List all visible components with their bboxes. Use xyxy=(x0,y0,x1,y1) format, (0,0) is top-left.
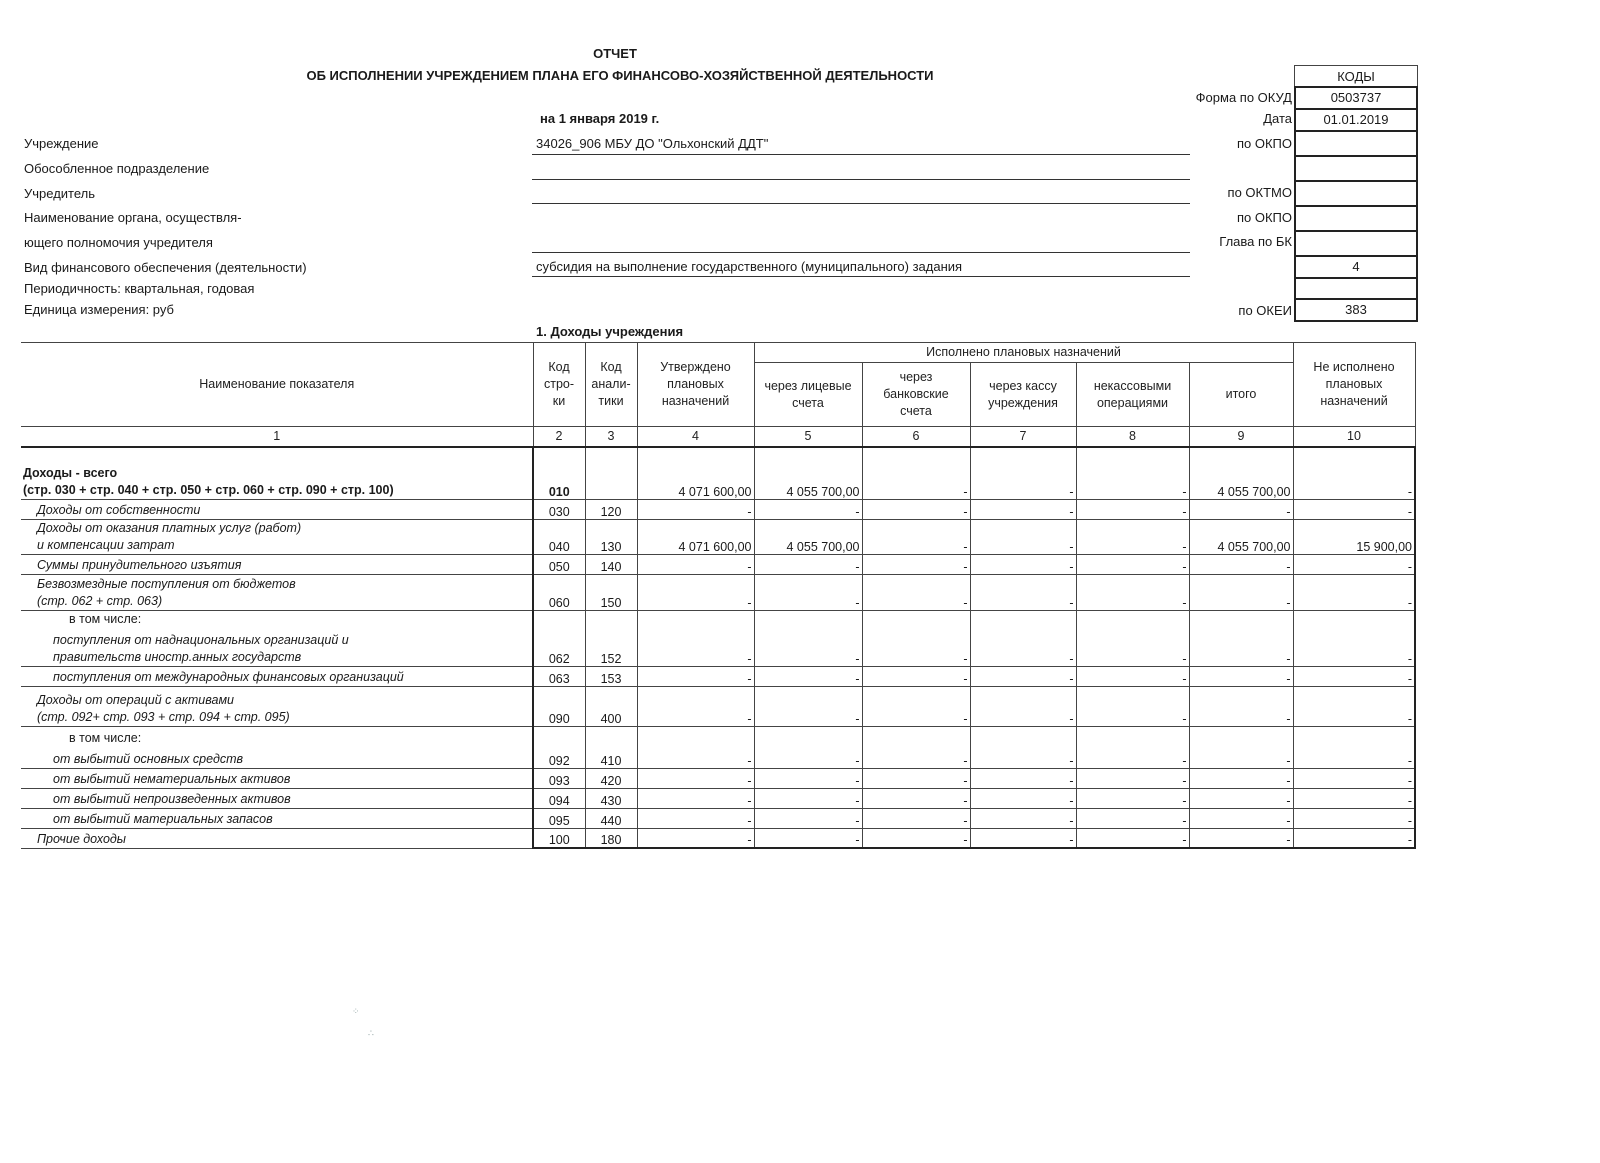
row-via-personal: - xyxy=(754,808,862,828)
col-header-not-executed: Не исполнено плановых назначений xyxy=(1293,343,1415,427)
row-via-cash: - xyxy=(970,554,1076,574)
row-noncash: - xyxy=(1076,788,1189,808)
row-name-line-2: и компенсации затрат xyxy=(37,537,175,552)
scan-speck: ⁘ xyxy=(352,1006,360,1016)
row-total: - xyxy=(1189,610,1293,666)
row-via-bank: - xyxy=(862,499,970,519)
row-line-code: 095 xyxy=(533,808,585,828)
row-noncash: - xyxy=(1076,574,1189,610)
row-total: - xyxy=(1189,828,1293,848)
fin-type-label: Вид финансового обеспечения (деятельности) xyxy=(24,260,307,275)
fin-type-code: 4 xyxy=(1294,256,1418,279)
row-name xyxy=(21,519,533,554)
col-header-line-code: Код стро- ки xyxy=(533,343,585,427)
row-line-code: 093 xyxy=(533,768,585,788)
row-via-bank: - xyxy=(862,788,970,808)
row-name xyxy=(21,726,533,768)
okpo-code xyxy=(1294,131,1418,157)
row-via-cash: - xyxy=(970,666,1076,686)
row-via-bank: - xyxy=(862,828,970,848)
row-line-code: 062 xyxy=(533,610,585,666)
row-total: - xyxy=(1189,686,1293,726)
row-name xyxy=(21,447,533,499)
row-name-line-1: от выбытий непроизведенных активов xyxy=(53,791,291,806)
row-approved: - xyxy=(637,499,754,519)
row-approved: - xyxy=(637,554,754,574)
row-name-line-1: Доходы - всего xyxy=(23,465,118,480)
table-row xyxy=(21,828,1415,848)
division-underline xyxy=(532,179,1190,180)
row-noncash: - xyxy=(1076,726,1189,768)
table-row xyxy=(21,447,1415,499)
division-label: Обособленное подразделение xyxy=(24,161,210,176)
table-row xyxy=(21,726,1415,768)
row-noncash: - xyxy=(1076,666,1189,686)
row-via-bank: - xyxy=(862,726,970,768)
row-name xyxy=(21,499,533,519)
row-name-line-2: (стр. 062 + стр. 063) xyxy=(37,593,163,608)
col-header-total: итого xyxy=(1189,363,1293,427)
row-analytic-code: 180 xyxy=(585,828,637,848)
okpo-label: по ОКПО xyxy=(1236,136,1292,151)
oktmo-code xyxy=(1294,181,1418,207)
row-via-bank: - xyxy=(862,686,970,726)
row-analytic-code: 400 xyxy=(585,686,637,726)
table-row xyxy=(21,554,1415,574)
table-row xyxy=(21,768,1415,788)
row-name xyxy=(21,828,533,848)
col-header-via-personal: через лицевые счета xyxy=(754,363,862,427)
col-number: 3 xyxy=(585,427,637,448)
col-number: 8 xyxy=(1076,427,1189,448)
row-via-cash: - xyxy=(970,519,1076,554)
row-via-bank: - xyxy=(862,610,970,666)
row-total: - xyxy=(1189,666,1293,686)
col-header-executed: Исполнено плановых назначений xyxy=(754,343,1293,363)
row-approved: 4 071 600,00 xyxy=(637,447,754,499)
row-line-code: 040 xyxy=(533,519,585,554)
row-intro: в том числе: xyxy=(69,730,142,745)
row-not-executed: - xyxy=(1293,788,1415,808)
row-line-code: 100 xyxy=(533,828,585,848)
table-row xyxy=(21,788,1415,808)
col-number: 6 xyxy=(862,427,970,448)
date-code: 01.01.2019 xyxy=(1294,108,1418,132)
row-not-executed: - xyxy=(1293,610,1415,666)
row-via-bank: - xyxy=(862,447,970,499)
section-title: 1. Доходы учреждения xyxy=(536,324,684,339)
row-line-code: 060 xyxy=(533,574,585,610)
row-noncash: - xyxy=(1076,519,1189,554)
row-via-personal: 4 055 700,00 xyxy=(754,447,862,499)
col-header-via-bank: через банковские счета xyxy=(862,363,970,427)
row-not-executed: - xyxy=(1293,828,1415,848)
table-row xyxy=(21,519,1415,554)
row-via-cash: - xyxy=(970,726,1076,768)
row-via-cash: - xyxy=(970,447,1076,499)
row-not-executed: - xyxy=(1293,447,1415,499)
row-analytic-code: 430 xyxy=(585,788,637,808)
codes-header: КОДЫ xyxy=(1294,65,1418,88)
row-line-code: 010 xyxy=(533,447,585,499)
col-number: 4 xyxy=(637,427,754,448)
unit-label: Единица измерения: руб xyxy=(24,302,174,317)
table-row xyxy=(21,666,1415,686)
row-approved: - xyxy=(637,686,754,726)
row-name xyxy=(21,554,533,574)
table-row xyxy=(21,808,1415,828)
scan-speck: ∴ xyxy=(368,1028,374,1038)
row-via-personal: - xyxy=(754,554,862,574)
row-via-bank: - xyxy=(862,808,970,828)
row-noncash: - xyxy=(1076,610,1189,666)
row-via-cash: - xyxy=(970,610,1076,666)
row-not-executed: - xyxy=(1293,499,1415,519)
fin-type-value: субсидия на выполнение государственного (муниципального) задания xyxy=(536,259,963,274)
col-number: 9 xyxy=(1189,427,1293,448)
table-row xyxy=(21,574,1415,610)
row-approved: - xyxy=(637,808,754,828)
fin-type-underline xyxy=(532,276,1190,277)
row-analytic-code: 153 xyxy=(585,666,637,686)
row-name-line-1: Доходы от оказания платных услуг (работ) xyxy=(37,520,302,535)
row-total: - xyxy=(1189,808,1293,828)
authority-underline xyxy=(532,252,1190,253)
row-approved: 4 071 600,00 xyxy=(637,519,754,554)
authority-label-1: Наименование органа, осуществля- xyxy=(24,210,242,225)
row-analytic-code: 420 xyxy=(585,768,637,788)
row-via-bank: - xyxy=(862,768,970,788)
row-name xyxy=(21,768,533,788)
row-name xyxy=(21,788,533,808)
bk-label: Глава по БК xyxy=(1219,234,1292,249)
col-header-approved: Утверждено плановых назначений xyxy=(637,343,754,427)
row-approved: - xyxy=(637,666,754,686)
row-total: - xyxy=(1189,499,1293,519)
row-name-line-2: (стр. 030 + стр. 040 + стр. 050 + стр. 060 + стр. 090 + стр. 100) xyxy=(23,482,394,497)
row-approved: - xyxy=(637,788,754,808)
row-name-line-1: Доходы от собственности xyxy=(37,502,201,517)
row-noncash: - xyxy=(1076,554,1189,574)
row-not-executed: - xyxy=(1293,666,1415,686)
row-via-personal: - xyxy=(754,788,862,808)
row-total: - xyxy=(1189,726,1293,768)
row-via-personal: - xyxy=(754,686,862,726)
income-table xyxy=(21,342,1416,849)
row-analytic-code: 140 xyxy=(585,554,637,574)
row-via-cash: - xyxy=(970,686,1076,726)
row-not-executed: - xyxy=(1293,574,1415,610)
institution-label: Учреждение xyxy=(24,136,99,151)
row-not-executed: - xyxy=(1293,554,1415,574)
row-line-code: 063 xyxy=(533,666,585,686)
row-name-line-1: поступления от международных финансовых организаций xyxy=(53,669,404,684)
table-row xyxy=(21,499,1415,519)
row-name-line-2: правительств иностр.анных государств xyxy=(53,649,302,664)
row-name xyxy=(21,686,533,726)
authority-label-2: ющего полномочия учредителя xyxy=(24,235,213,250)
row-total: 4 055 700,00 xyxy=(1189,447,1293,499)
col-number: 2 xyxy=(533,427,585,448)
okei-label: по ОКЕИ xyxy=(1238,303,1292,318)
row-name-line-1: от выбытий основных средств xyxy=(53,751,244,766)
date-label: Дата xyxy=(1263,111,1292,126)
row-via-cash: - xyxy=(970,499,1076,519)
row-line-code: 050 xyxy=(533,554,585,574)
row-total: - xyxy=(1189,788,1293,808)
row-line-code: 094 xyxy=(533,788,585,808)
row-via-personal: - xyxy=(754,574,862,610)
row-analytic-code: 130 xyxy=(585,519,637,554)
row-via-personal: - xyxy=(754,828,862,848)
row-analytic-code: 410 xyxy=(585,726,637,768)
row-via-cash: - xyxy=(970,828,1076,848)
col-header-noncash: некассовыми операциями xyxy=(1076,363,1189,427)
row-not-executed: 15 900,00 xyxy=(1293,519,1415,554)
col-header-analytic-code: Код анали- тики xyxy=(585,343,637,427)
row-via-bank: - xyxy=(862,574,970,610)
row-name-line-1: поступления от наднациональных организаций и xyxy=(53,632,349,647)
col-number: 1 xyxy=(21,427,533,448)
col-header-name: Наименование показателя xyxy=(21,343,533,427)
row-name xyxy=(21,574,533,610)
okud-code: 0503737 xyxy=(1294,86,1418,110)
row-name xyxy=(21,610,533,666)
row-approved: - xyxy=(637,828,754,848)
row-approved: - xyxy=(637,768,754,788)
row-via-personal: - xyxy=(754,610,862,666)
okpo2-label: по ОКПО xyxy=(1236,210,1292,225)
founder-underline xyxy=(532,203,1190,204)
period-label: Периодичность: квартальная, годовая xyxy=(24,281,255,296)
row-analytic-code xyxy=(585,447,637,499)
row-name-line-1: от выбытий нематериальных активов xyxy=(53,771,291,786)
row-via-bank: - xyxy=(862,666,970,686)
row-via-cash: - xyxy=(970,768,1076,788)
division-code xyxy=(1294,156,1418,182)
report-date-line: на 1 января 2019 г. xyxy=(540,111,660,126)
okpo2-code xyxy=(1294,206,1418,232)
col-number: 7 xyxy=(970,427,1076,448)
report-title: ОТЧЕТ xyxy=(593,46,637,61)
row-via-cash: - xyxy=(970,788,1076,808)
row-via-personal: - xyxy=(754,666,862,686)
row-approved: - xyxy=(637,610,754,666)
oktmo-label: по ОКТМО xyxy=(1227,185,1292,200)
row-analytic-code: 440 xyxy=(585,808,637,828)
row-analytic-code: 120 xyxy=(585,499,637,519)
founder-label: Учредитель xyxy=(24,186,96,201)
row-via-personal: - xyxy=(754,726,862,768)
row-noncash: - xyxy=(1076,686,1189,726)
row-total: - xyxy=(1189,574,1293,610)
row-approved: - xyxy=(637,574,754,610)
row-name-line-1: Прочие доходы xyxy=(37,831,127,846)
row-name-line-1: Суммы принудительного изъятия xyxy=(37,557,242,572)
row-intro: в том числе: xyxy=(69,611,142,626)
row-name-line-1: от выбытий материальных запасов xyxy=(53,811,273,826)
row-name-line-1: Доходы от операций с активами xyxy=(37,692,234,707)
institution-value: 34026_906 МБУ ДО "Ольхонский ДДТ" xyxy=(536,136,769,151)
row-noncash: - xyxy=(1076,828,1189,848)
row-noncash: - xyxy=(1076,499,1189,519)
row-name xyxy=(21,808,533,828)
row-line-code: 090 xyxy=(533,686,585,726)
table-row xyxy=(21,686,1415,726)
bk-code xyxy=(1294,231,1418,257)
row-via-personal: - xyxy=(754,768,862,788)
row-name-line-1: Безвозмездные поступления от бюджетов xyxy=(37,576,296,591)
row-analytic-code: 150 xyxy=(585,574,637,610)
col-number: 5 xyxy=(754,427,862,448)
row-not-executed: - xyxy=(1293,726,1415,768)
row-line-code: 030 xyxy=(533,499,585,519)
row-analytic-code: 152 xyxy=(585,610,637,666)
row-not-executed: - xyxy=(1293,768,1415,788)
report-subtitle: ОБ ИСПОЛНЕНИИ УЧРЕЖДЕНИЕМ ПЛАНА ЕГО ФИНАНСОВО-ХОЗЯЙСТВЕННОЙ ДЕЯТЕЛЬНОСТИ xyxy=(306,68,934,83)
period-code xyxy=(1294,278,1418,300)
row-via-cash: - xyxy=(970,574,1076,610)
row-approved: - xyxy=(637,726,754,768)
row-name xyxy=(21,666,533,686)
row-total: 4 055 700,00 xyxy=(1189,519,1293,554)
row-via-bank: - xyxy=(862,554,970,574)
row-noncash: - xyxy=(1076,768,1189,788)
row-via-bank: - xyxy=(862,519,970,554)
row-not-executed: - xyxy=(1293,686,1415,726)
col-header-via-cash: через кассу учреждения xyxy=(970,363,1076,427)
col-number: 10 xyxy=(1293,427,1415,448)
row-total: - xyxy=(1189,768,1293,788)
row-via-personal: - xyxy=(754,499,862,519)
row-line-code: 092 xyxy=(533,726,585,768)
okei-code: 383 xyxy=(1294,299,1418,322)
row-name-line-2: (стр. 092+ стр. 093 + стр. 094 + стр. 095) xyxy=(37,709,290,724)
okud-label: Форма по ОКУД xyxy=(1195,90,1292,105)
row-noncash: - xyxy=(1076,808,1189,828)
row-via-personal: 4 055 700,00 xyxy=(754,519,862,554)
row-total: - xyxy=(1189,554,1293,574)
row-noncash: - xyxy=(1076,447,1189,499)
institution-underline xyxy=(532,154,1190,155)
table-row xyxy=(21,610,1415,666)
row-not-executed: - xyxy=(1293,808,1415,828)
row-via-cash: - xyxy=(970,808,1076,828)
